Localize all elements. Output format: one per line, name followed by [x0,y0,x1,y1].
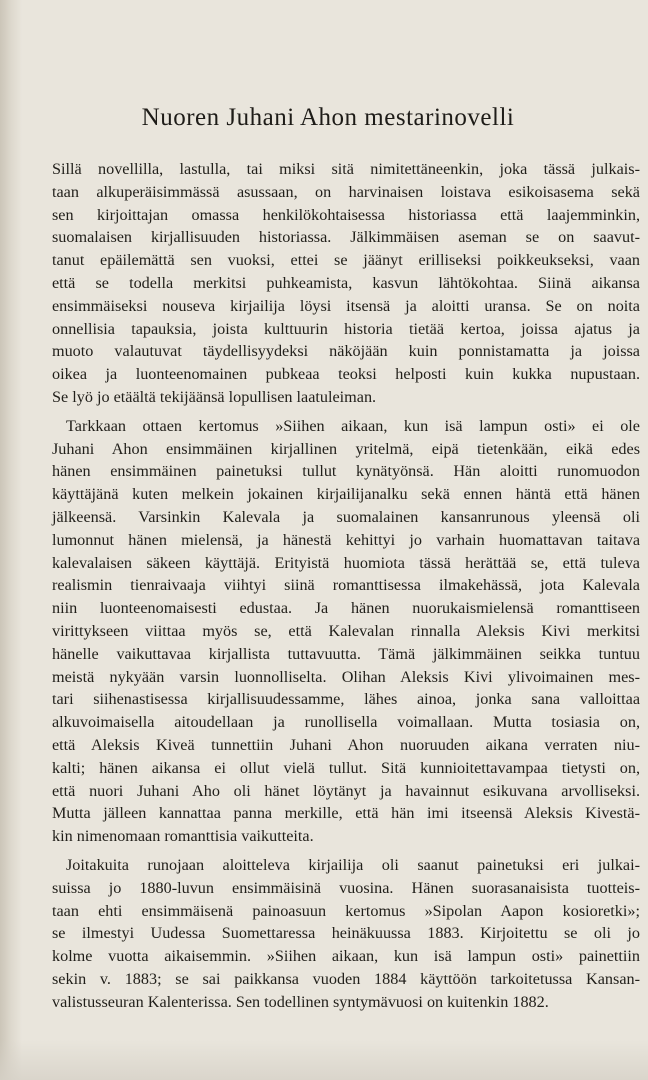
text-line: että nuori Juhani Aho oli hänet löytänyt ja havainnut esikuvana arvolliseksi. [52,781,640,800]
paragraph [52,415,640,848]
text-line: onnellisia tapauksia, joista kulttuurin historia tietää kertoa, joissa ajatus ja [52,319,640,338]
text-line: Tarkkaan ottaen kertomus »Siihen aikaan, kun isä lampun osti» ei ole [66,416,640,435]
text-line: ensimmäiseksi nouseva kirjailija löysi itsensä ja aloitti uransa. Se on noita [52,296,640,315]
text-line: virittykseen viittaa myös se, että Kalevalan rinnalla Aleksis Kivi merkitsi [52,621,640,640]
text-line: lumonnut hänen mielensä, ja hänestä kehittyi jo varhain huomattavan taitava [52,530,640,549]
body-text [52,158,640,1013]
text-line: käyttäjänä kuten melkein jokainen kirjailijanalku sekä ennen häntä että hänen [52,485,640,504]
text-line: alkuvoimaisella aitoudellaan ja runollisella voimallaan. Mutta tosiasia on, [52,713,640,732]
text-line: suomalaisen kirjallisuuden historiassa. Jälkimmäisen aseman se on saavut- [52,228,640,247]
text-line: suissa jo 1880-luvun ensimmäisinä vuosina. Hänen suorasanaisista tuotteis- [52,878,640,897]
text-line: realismin tienraivaaja viihtyi siinä romanttisessa ilmakehässä, jota Kalevala [52,576,640,595]
text-line: muoto valautuvat täydellisyydeksi näköjään kuin ponnistamatta ja joissa [52,342,640,361]
text-line: Mutta jälleen kannattaa panna merkille, että hän imi itseensä Aleksis Kivestä- [52,804,640,823]
text-line: kalevalaisen säkeen käyttäjä. Erityistä huomiota tässä herättää se, että tuleva [52,553,640,572]
text-line: taan ehti ensimmäisenä painoasuun kertomus »Sipolan Aapon kosioretki»; [52,901,640,920]
book-page [28,0,640,1080]
text-line: se ilmestyi Uudessa Suomettaressa heinäkuussa 1883. Kirjoitettu se oli jo [52,924,640,943]
text-line: hänelle vaikuttavaa kirjallista tuttavuutta. Tämä jälkimmäinen seikka tuntuu [52,644,640,663]
chapter-title: Nuoren Juhani Ahon mestarinovelli [141,104,515,131]
text-line: että se todella merkitsi puhkeamista, kasvun lähtökohtaa. Siinä aikansa [52,273,640,292]
text-line: valistusseuran Kalenterissa. Sen todellinen syntymävuosi on kuitenkin 1882. [52,992,549,1011]
paragraph [52,854,640,1014]
text-line: tari siihenastisessa kirjallisuudessamme, lähes ainoa, jonka sana valloittaa [52,690,640,709]
text-line: Juhani Ahon ensimmäinen kirjallinen yritelmä, eipä tietenkään, eikä edes [52,439,640,458]
text-line: kalti; hänen aikansa ei ollut vielä tullut. Sitä kunnioitettavampaa tietysti on, [52,758,640,777]
text-line: että Aleksis Kiveä tunnettiin Juhani Ahon nuoruuden aikana verraten niu- [52,735,640,754]
text-line: meistä nykyään varsin luonnolliselta. Olihan Aleksis Kivi ylivoimainen mes- [52,667,640,686]
text-line: sen kirjoittajan omassa henkilökohtaisessa historiassa että laajemminkin, [52,205,640,224]
text-line: hänen ensimmäinen painetuksi tullut kynätyönsä. Hän aloitti runomuodon [52,462,640,481]
text-line: kin nimenomaan romanttisia vaikutteita. [52,827,314,846]
paragraph [52,158,640,409]
text-line: kolme vuotta aikaisemmin. »Siihen aikaan, kun isä lampun osti» painettiin [52,947,640,966]
text-line: Sillä novellilla, lastulla, tai miksi sitä nimitettäneenkin, joka tässä julkais- [52,160,640,178]
text-line: niin luonteenomaisesti edustaa. Ja hänen nuorukaismielensä romanttiseen [52,599,640,618]
text-line: tanut epäilemättä sen vuoksi, ettei se jäänyt erilliseksi poikkeukseksi, vaan [52,251,640,270]
page-bottom-shadow [0,1040,648,1080]
text-line: sekin v. 1883; se sai paikkansa vuoden 1884 käyttöön tarkoitetussa Kansan- [52,969,640,988]
text-line: Joitakuita runojaan aloitteleva kirjailija oli saanut painetuksi eri julkai- [66,855,640,874]
text-line: jälkeensä. Varsinkin Kalevala ja suomalainen kansanrunous yleensä oli [52,507,640,526]
text-line: taan alkuperäisimmässä asussaan, on harvinaisen loistava esikoisasema sekä [52,182,640,201]
text-line: Se lyö jo etäältä tekijäänsä lopullisen laatuleiman. [52,387,377,406]
text-line: oikea ja luonteenomainen pubkeaa teoksi helposti kuin kukka nupustaan. [52,365,640,384]
page-gutter-shadow [0,0,22,1080]
